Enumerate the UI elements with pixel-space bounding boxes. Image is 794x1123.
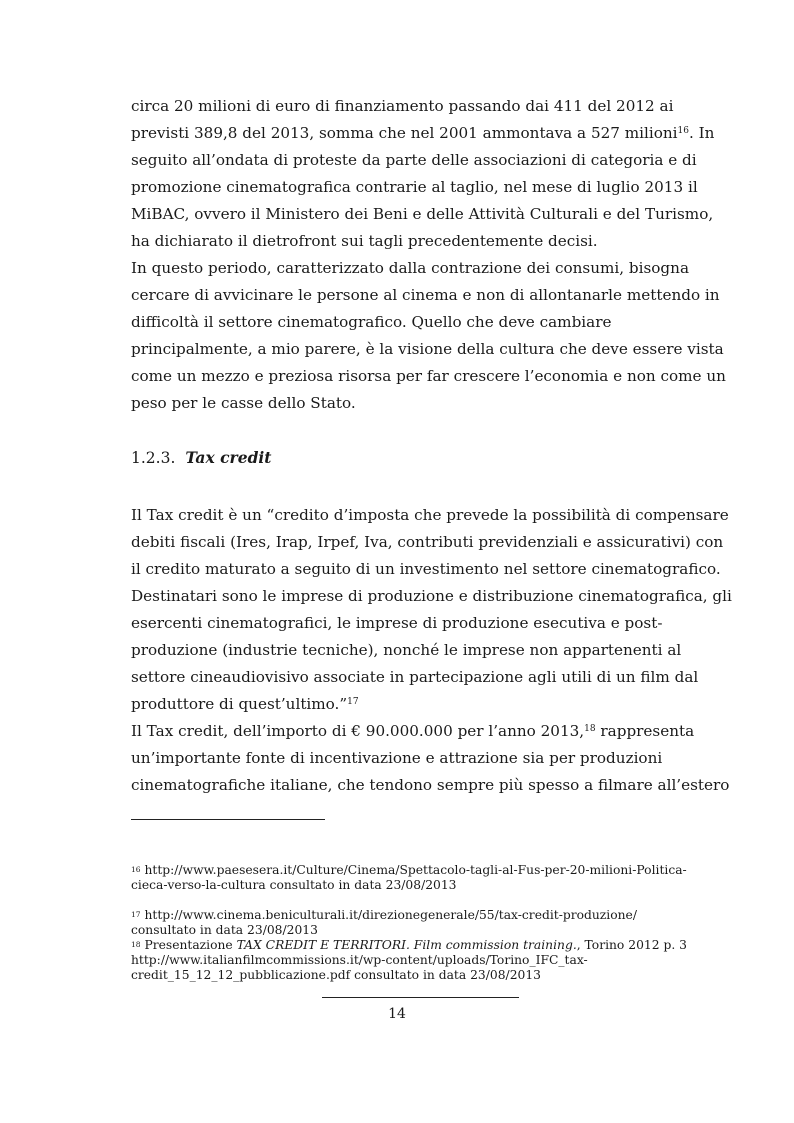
footnote-ref-18: 18 xyxy=(584,724,596,734)
paragraph-culture-view xyxy=(131,255,726,417)
text-line: produzione (industrie tecniche), nonché le imprese non appartenenti al xyxy=(131,641,682,659)
text-line: In questo periodo, caratterizzato dalla contrazione dei consumi, bisogna xyxy=(131,259,689,277)
footnote-line: consultato in data 23/08/2013 xyxy=(131,923,318,937)
text-fragment: Il Tax credit, dell’importo di € 90.000.000 per l’anno 2013, xyxy=(131,722,585,740)
footnote-marker: 17 xyxy=(131,910,141,919)
footnote-line: cieca-verso-la-cultura consultato in data 23/08/2013 xyxy=(131,878,457,892)
text-line: settore cineaudiovisivo associate in partecipazione agli utili di un film dal xyxy=(131,668,699,686)
text-line: circa 20 milioni di euro di finanziamento passando dai 411 del 2012 ai xyxy=(131,97,674,115)
footnote-line xyxy=(131,908,691,923)
text-line xyxy=(131,718,695,745)
text-line: cinematografiche italiane, che tendono sempre più spesso a filmare all’estero xyxy=(131,776,730,794)
text-line: MiBAC, ovvero il Ministero dei Beni e delle Attività Culturali e del Turismo, xyxy=(131,205,714,223)
text-line xyxy=(131,691,679,718)
text-line: un’importante fonte di incentivazione e attrazione sia per produzioni xyxy=(131,749,663,767)
text-line: principalmente, a mio parere, è la visione della cultura che deve essere vista xyxy=(131,340,724,358)
text-line: difficoltà il settore cinematografico. Quello che deve cambiare xyxy=(131,313,612,331)
footnote-ref-16: 16 xyxy=(677,126,689,136)
footnote-18 xyxy=(131,938,691,983)
text-line: come un mezzo e preziosa risorsa per far crescere l’economia e non come un xyxy=(131,367,726,385)
footnote-marker: 16 xyxy=(131,865,141,874)
text-fragment: rappresenta xyxy=(595,722,695,740)
text-line: cercare di avvicinare le persone al cinema e non di allontanarle mettendo in xyxy=(131,286,720,304)
footnote-line xyxy=(131,863,691,878)
text-line: Il Tax credit è un “credito d’imposta che prevede la possibilità di compensare xyxy=(131,506,729,524)
paragraph-funding-cuts xyxy=(131,93,715,255)
footnote-title: TAX CREDIT E TERRITORI. Film commission training. xyxy=(236,938,577,952)
page-bottom-rule xyxy=(322,997,519,998)
section-title: Tax credit xyxy=(185,448,272,467)
text-fragment: produttore di quest’ultimo.” xyxy=(131,695,348,713)
footnote-ref-17: 17 xyxy=(347,697,359,707)
text-line xyxy=(131,120,715,147)
text-line: Destinatari sono le imprese di produzione e distribuzione cinematografica, gli xyxy=(131,587,732,605)
footnote-line: credit_15_12_12_pubblicazione.pdf consultato in data 23/08/2013 xyxy=(131,968,541,982)
page-number: 14 xyxy=(388,1006,406,1022)
text-line: seguito all’ondata di proteste da parte delle associazioni di categoria e di xyxy=(131,151,697,169)
text-line: il credito maturato a seguito di un investimento nel settore cinematografico. xyxy=(131,560,721,578)
text-line: promozione cinematografica contrarie al taglio, nel mese di luglio 2013 il xyxy=(131,178,698,196)
text-line: peso per le casse dello Stato. xyxy=(131,394,356,412)
paragraph-tax-credit-amount xyxy=(131,718,730,799)
text-line: ha dichiarato il dietrofront sui tagli precedentemente decisi. xyxy=(131,232,598,250)
footnote-text: , Torino 2012 p. 3 xyxy=(576,938,687,952)
footnote-text: Presentazione xyxy=(140,938,237,952)
text-line: esercenti cinematografici, le imprese di produzione esecutiva e post- xyxy=(131,614,663,632)
footnote-link[interactable]: http://www.paesesera.it/Culture/Cinema/Spettacolo-tagli-al-Fus-per-20-milioni-Politica- xyxy=(140,863,687,877)
footnote-link[interactable]: http://www.italianfilmcommissions.it/wp-content/uploads/Torino_IFC_tax- xyxy=(131,953,588,967)
footnote-17 xyxy=(131,908,691,938)
footnote-marker: 18 xyxy=(131,940,141,949)
section-heading xyxy=(131,448,271,467)
paragraph-tax-credit-definition xyxy=(131,502,732,718)
footnote-link[interactable]: http://www.cinema.beniculturali.it/direzionegenerale/55/tax-credit-produzione/ xyxy=(140,908,637,922)
section-number: 1.2.3. xyxy=(131,449,176,467)
footnote-separator xyxy=(131,819,325,820)
footnote-line xyxy=(131,938,691,953)
text-fragment: previsti 389,8 del 2013, somma che nel 2001 ammontava a 527 milioni xyxy=(131,124,678,142)
text-fragment: . In xyxy=(688,124,715,142)
footnote-16 xyxy=(131,863,691,893)
text-line: debiti fiscali (Ires, Irap, Irpef, Iva, contributi previdenziali e assicurativi) con xyxy=(131,533,724,551)
